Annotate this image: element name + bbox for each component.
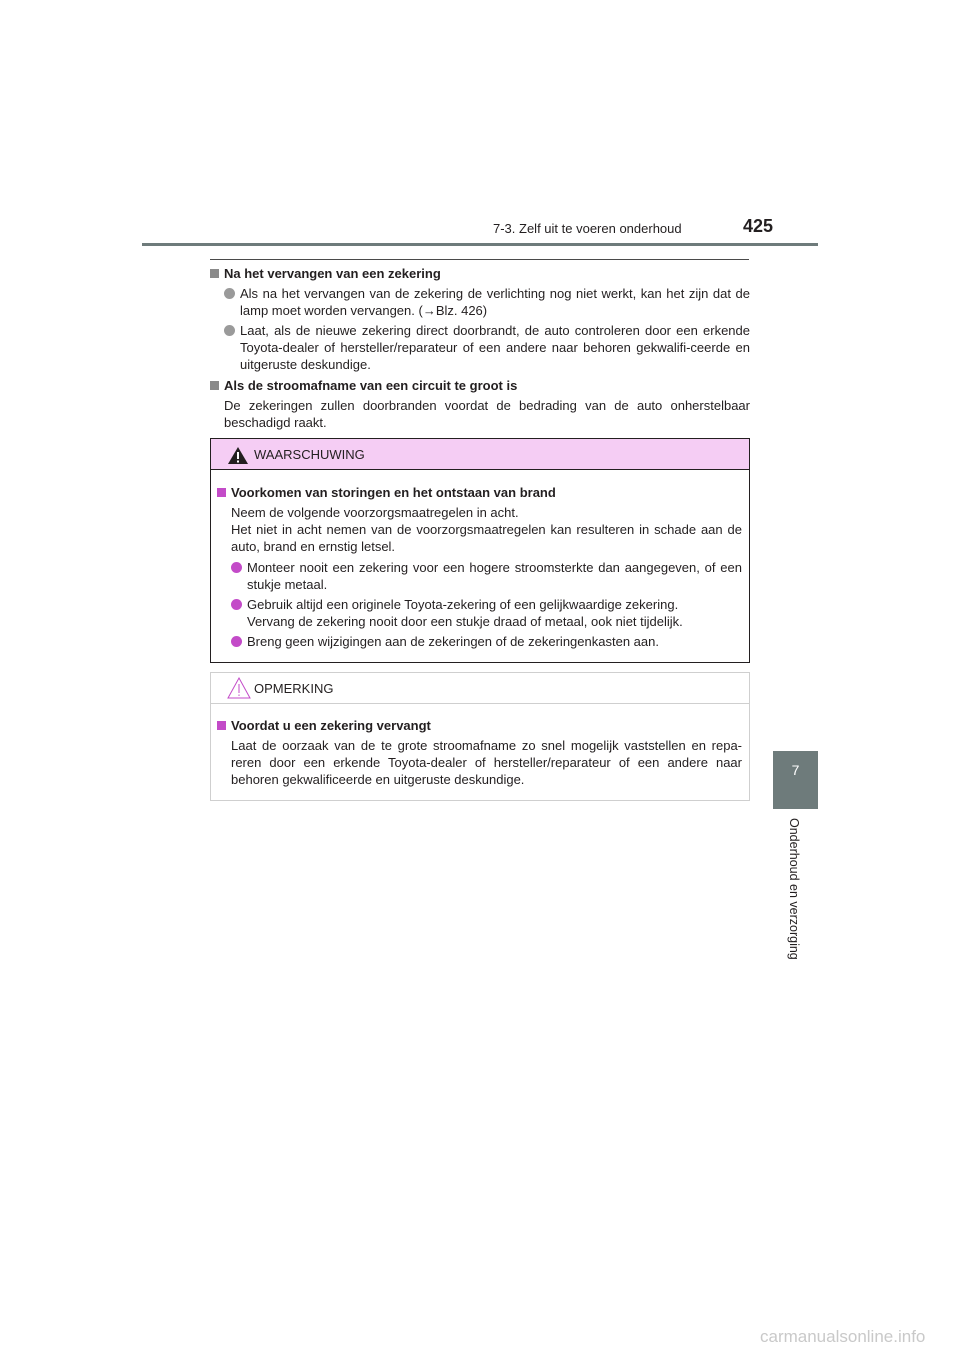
section-current-too-high	[210, 377, 750, 431]
notice-triangle-icon	[227, 676, 251, 705]
chapter-tab	[773, 751, 818, 809]
square-bullet-icon	[217, 488, 226, 497]
chapter-label: Onderhoud en verzorging	[787, 818, 801, 960]
section-heading: Na het vervangen van een zekering	[210, 265, 750, 282]
square-bullet-icon	[210, 381, 219, 390]
square-bullet-icon	[210, 269, 219, 278]
notice-text: Laat de oorzaak van de te grote stroomafname zo snel mogelijk vaststellen en repa-reren door een erkende Toyota-dealer of hersteller/reparateur of een andere naar behoren gekwalificeerde en uitgeruste deskundige.	[231, 738, 742, 787]
list-item: Laat, als de nieuwe zekering direct doorbrandt, de auto controleren door een erkende Toyota-dealer of hersteller/reparateur of een andere naar behoren gekwalifi-ceerde en uitgeruste deskundige.	[210, 322, 750, 373]
round-bullet-icon	[231, 562, 242, 573]
round-bullet-icon	[224, 288, 235, 299]
chapter-number: 7	[791, 762, 800, 778]
notice-box	[210, 672, 750, 801]
warning-title: WAARSCHUWING	[254, 447, 365, 462]
warning-intro: Neem de volgende voorzorgsmaatregelen in acht. Het niet in acht nemen van de voorzorgsmaatregelen kan resulteren in schade aan de auto, brand en ernstig letsel.	[231, 505, 742, 554]
arrow-right-icon: →	[422, 303, 436, 318]
round-bullet-icon	[231, 599, 242, 610]
list-item: Monteer nooit een zekering voor een hogere stroomsterkte dan aangegeven, of een stukje metaal.	[217, 559, 742, 593]
page-reference-link[interactable]: Blz. 426)	[435, 303, 488, 318]
warning-box	[210, 438, 750, 663]
page-number: 425	[743, 216, 774, 236]
warning-header	[211, 439, 749, 470]
section-text: De zekeringen zullen doorbranden voordat de bedrading van de auto onherstelbaar beschadigd raakt.	[224, 398, 750, 430]
round-bullet-icon	[224, 325, 235, 336]
list-item: Als na het vervangen van de zekering de verlichting nog niet werkt, kan het zijn dat de lamp moet worden vervangen. (→Blz. 426)	[210, 285, 750, 319]
warning-body	[211, 470, 749, 650]
watermark: carmanualsonline.info	[760, 1327, 926, 1346]
square-bullet-icon	[217, 721, 226, 730]
round-bullet-icon	[231, 636, 242, 647]
section-heading: Als de stroomafname van een circuit te groot is	[210, 377, 750, 394]
main-content	[210, 265, 750, 435]
notice-body	[211, 704, 749, 788]
list-item: Breng geen wijzigingen aan de zekeringen of de zekeringenkasten aan.	[217, 633, 742, 650]
section-fuse-replaced	[210, 265, 750, 373]
notice-header	[211, 673, 749, 704]
warning-heading: Voorkomen van storingen en het ontstaan van brand	[217, 484, 742, 501]
notice-heading: Voordat u een zekering vervangt	[217, 717, 742, 734]
content-top-rule	[210, 259, 749, 260]
header-rule	[142, 243, 818, 246]
notice-title: OPMERKING	[254, 681, 334, 696]
page-header-title: 7-3. Zelf uit te voeren onderhoud	[493, 221, 682, 236]
warning-triangle-icon	[227, 446, 249, 470]
list-item: Gebruik altijd een originele Toyota-zekering of een gelijkwaardige zekering. Vervang de zekering nooit door een stukje draad of metaal, ook niet tijdelijk.	[217, 596, 742, 630]
